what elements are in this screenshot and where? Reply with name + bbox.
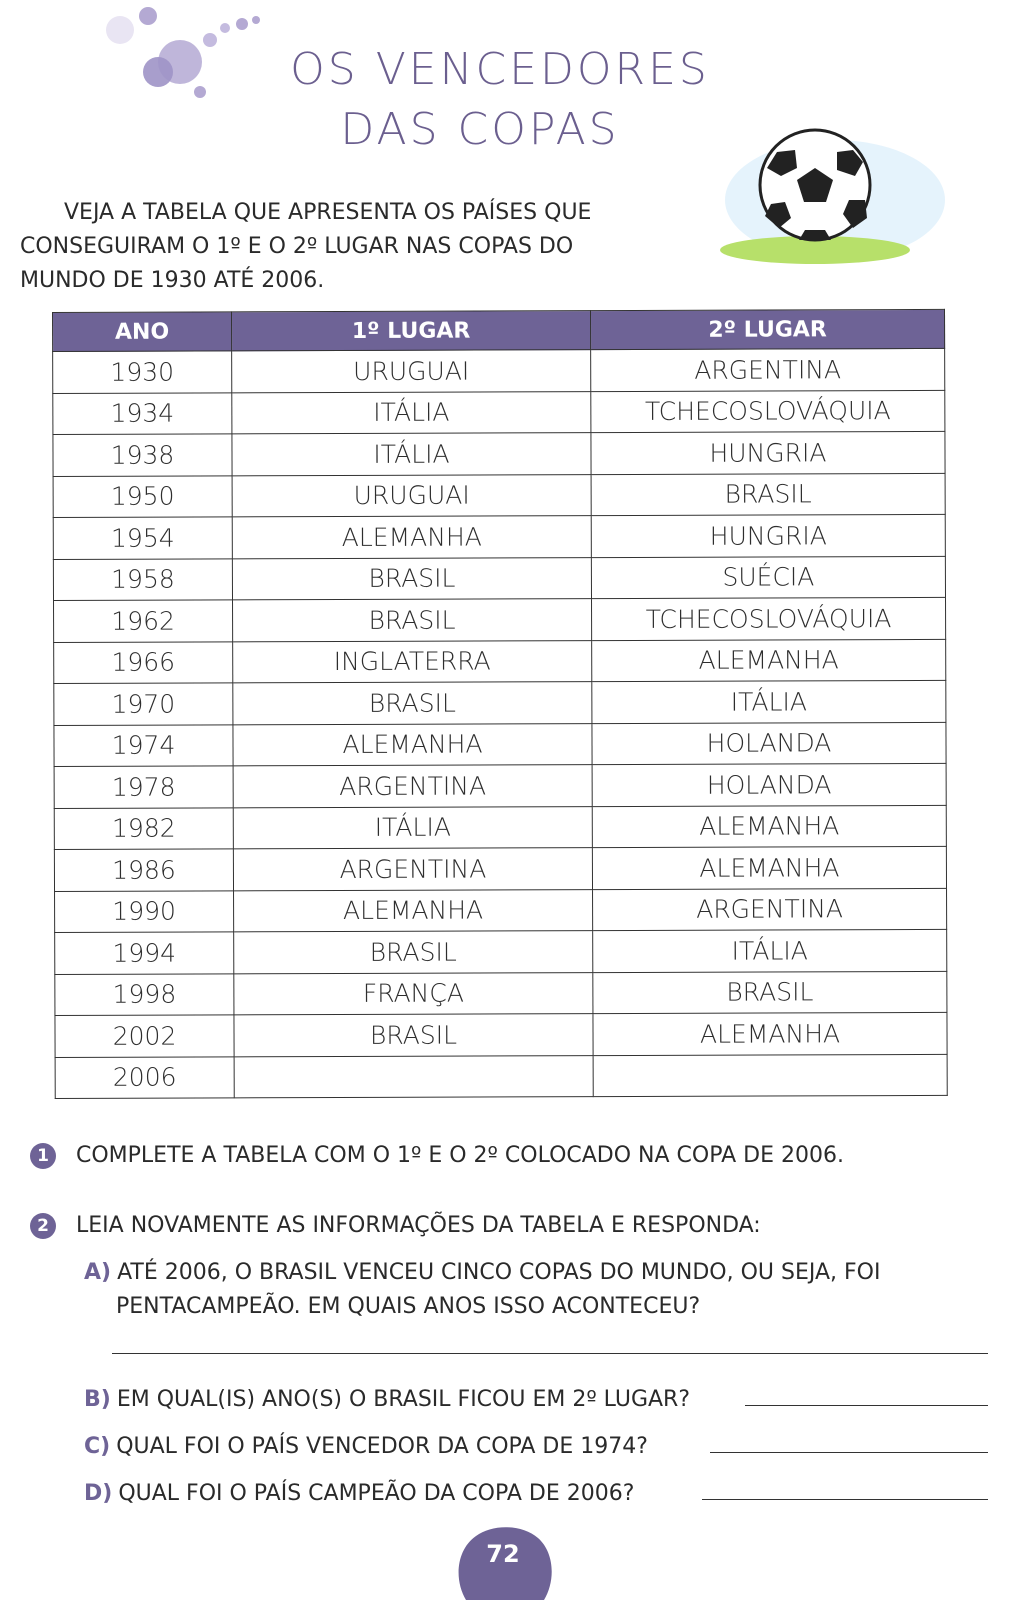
- year-cell: 1982: [54, 807, 233, 849]
- table-row: [53, 556, 945, 601]
- table-row: [53, 348, 945, 393]
- first-place-cell: FRANÇA: [234, 972, 593, 1015]
- second-place-cell: HOLANDA: [592, 722, 946, 765]
- question-2b-letter: B): [84, 1387, 111, 1412]
- second-place-cell: ARGENTINA: [593, 888, 947, 931]
- second-place-cell: ALEMANHA: [592, 805, 946, 848]
- year-cell: 1934: [53, 392, 232, 434]
- question-2d: [84, 1477, 634, 1511]
- second-place-cell: BRASIL: [593, 971, 947, 1014]
- question-2-text: LEIA NOVAMENTE AS INFORMAÇÕES DA TABELA E RESPONDA:: [76, 1213, 761, 1238]
- second-place-cell: SUÉCIA: [591, 556, 945, 599]
- year-cell: 1938: [53, 434, 232, 476]
- header-year: ANO: [53, 312, 232, 352]
- table-row: [55, 888, 947, 933]
- first-place-cell: BRASIL: [234, 931, 593, 974]
- table-row: [53, 473, 945, 518]
- first-place-cell: BRASIL: [234, 1014, 593, 1057]
- year-cell: 1966: [54, 641, 233, 683]
- table-row: [55, 971, 947, 1016]
- first-place-cell: ARGENTINA: [233, 765, 592, 808]
- second-place-cell: ALEMANHA: [593, 1012, 947, 1055]
- page-title-line1: OS VENCEDORES: [290, 44, 710, 95]
- first-place-cell: BRASIL: [233, 682, 592, 725]
- second-place-blank-cell[interactable]: [593, 1054, 947, 1097]
- second-place-cell: HUNGRIA: [591, 431, 945, 474]
- year-cell: 1954: [53, 517, 232, 559]
- first-place-cell: ALEMANHA: [234, 889, 593, 932]
- question-2b: [84, 1383, 690, 1417]
- question-2a: [84, 1256, 881, 1324]
- intro-line1: VEJA A TABELA QUE APRESENTA OS PAÍSES QUE: [64, 200, 592, 225]
- intro-line3: MUNDO DE 1930 ATÉ 2006.: [20, 268, 325, 293]
- second-place-cell: ALEMANHA: [592, 846, 946, 889]
- question-2c-text: QUAL FOI O PAÍS VENCEDOR DA COPA DE 1974?: [116, 1434, 648, 1459]
- second-place-cell: ALEMANHA: [592, 639, 946, 682]
- table-row: [53, 514, 945, 559]
- first-place-cell: INGLATERRA: [233, 640, 592, 683]
- question-2a-line1: ATÉ 2006, O BRASIL VENCEU CINCO COPAS DO MUNDO, OU SEJA, FOI: [117, 1260, 881, 1285]
- second-place-cell: BRASIL: [591, 473, 945, 516]
- table-row: [55, 929, 947, 974]
- question-2a-letter: A): [84, 1260, 112, 1285]
- question-2c: [84, 1430, 648, 1464]
- header-second-place: 2º LUGAR: [590, 309, 944, 349]
- year-cell: 1930: [53, 351, 232, 393]
- second-place-cell: TCHECOSLOVÁQUIA: [592, 597, 946, 640]
- question-2d-letter: D): [84, 1481, 113, 1506]
- first-place-cell: ALEMANHA: [233, 723, 592, 766]
- question-1-text: COMPLETE A TABELA COM O 1º E O 2º COLOCADO NA COPA DE 2006.: [76, 1143, 844, 1168]
- year-cell: 1970: [54, 683, 233, 725]
- intro-paragraph: [20, 196, 660, 298]
- first-place-cell: URUGUAI: [232, 350, 591, 393]
- first-place-cell: URUGUAI: [232, 474, 591, 517]
- year-cell: 1962: [54, 600, 233, 642]
- year-cell: 1998: [55, 973, 234, 1015]
- table-row: [55, 1012, 947, 1057]
- question-2: [30, 1213, 761, 1239]
- second-place-cell: HOLANDA: [592, 763, 946, 806]
- table-row: [53, 390, 945, 435]
- question-2-number-badge: 2: [30, 1213, 56, 1239]
- year-cell: 1978: [54, 766, 233, 808]
- answer-line-2c[interactable]: [710, 1452, 988, 1453]
- year-cell: 1974: [54, 724, 233, 766]
- year-cell: 1950: [53, 475, 232, 517]
- table-row: [55, 1054, 947, 1099]
- table-header-row: [53, 309, 945, 351]
- table-row: [54, 722, 946, 767]
- table-row: [53, 431, 945, 476]
- soccer-ball-icon: [715, 110, 945, 280]
- second-place-cell: ITÁLIA: [592, 680, 946, 723]
- world-cup-table: [52, 309, 948, 1099]
- first-place-cell: BRASIL: [233, 599, 592, 642]
- first-place-cell: ARGENTINA: [233, 848, 592, 891]
- year-cell: 2006: [55, 1056, 234, 1098]
- answer-line-2a[interactable]: [112, 1353, 988, 1354]
- question-2d-text: QUAL FOI O PAÍS CAMPEÃO DA COPA DE 2006?: [118, 1481, 635, 1506]
- question-1: [30, 1143, 844, 1169]
- page-title-line2: DAS COPAS: [340, 104, 620, 155]
- intro-line2: CONSEGUIRAM O 1º E O 2º LUGAR NAS COPAS DO: [20, 234, 574, 259]
- second-place-cell: ITÁLIA: [593, 929, 947, 972]
- year-cell: 2002: [55, 1015, 234, 1057]
- table-row: [54, 680, 946, 725]
- first-place-cell: ITÁLIA: [232, 433, 591, 476]
- question-2c-letter: C): [84, 1434, 111, 1459]
- table-row: [54, 763, 946, 808]
- question-2a-line2: PENTACAMPEÃO. EM QUAIS ANOS ISSO ACONTECEU?: [116, 1294, 701, 1319]
- table-row: [54, 597, 946, 642]
- year-cell: 1958: [53, 558, 232, 600]
- first-place-cell: BRASIL: [232, 557, 591, 600]
- year-cell: 1990: [55, 890, 234, 932]
- table-row: [54, 639, 946, 684]
- page-number: 72: [486, 1540, 520, 1568]
- header-first-place: 1º LUGAR: [232, 311, 591, 351]
- question-1-number-badge: 1: [30, 1143, 56, 1169]
- table-row: [54, 846, 946, 891]
- first-place-blank-cell[interactable]: [234, 1055, 593, 1098]
- second-place-cell: ARGENTINA: [591, 348, 945, 391]
- first-place-cell: ITÁLIA: [233, 806, 592, 849]
- year-cell: 1986: [54, 849, 233, 891]
- answer-line-2b[interactable]: [745, 1405, 988, 1406]
- answer-line-2d[interactable]: [702, 1499, 988, 1500]
- first-place-cell: ALEMANHA: [232, 516, 591, 559]
- second-place-cell: HUNGRIA: [591, 514, 945, 557]
- first-place-cell: ITÁLIA: [232, 391, 591, 434]
- question-2b-text: EM QUAL(IS) ANO(S) O BRASIL FICOU EM 2º LUGAR?: [116, 1387, 691, 1412]
- second-place-cell: TCHECOSLOVÁQUIA: [591, 390, 945, 433]
- year-cell: 1994: [55, 932, 234, 974]
- table-row: [54, 805, 946, 850]
